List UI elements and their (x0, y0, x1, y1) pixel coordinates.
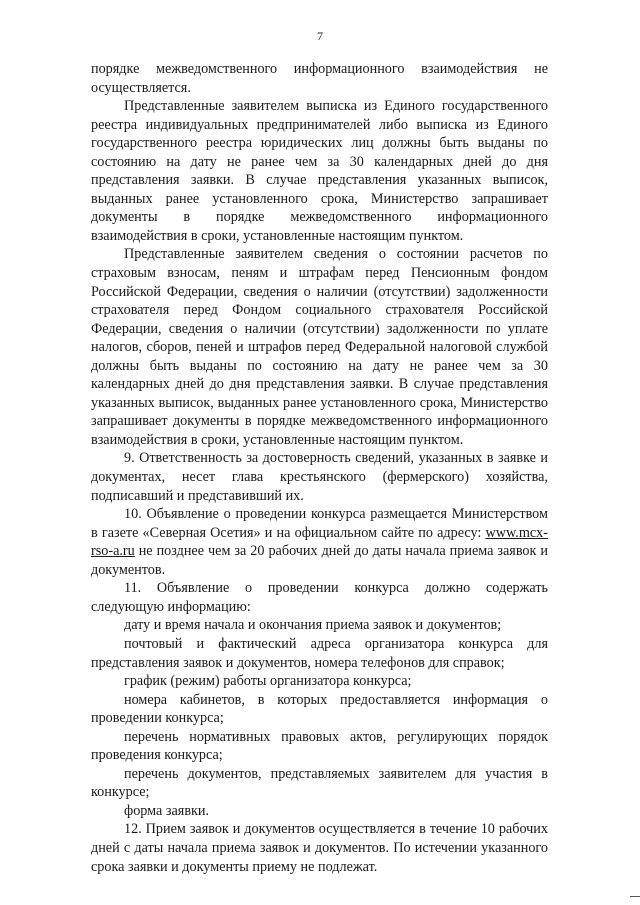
paragraph-item-10 (91, 505, 548, 579)
item-10-text-before: 10. Объявление о проведении конкурса размещается Министерством в газете «Северная Осетия» и на официальном сайте по адресу: (91, 506, 548, 541)
paragraph-egrip-extract: Представленные заявителем выписка из Единого государственного реестра индивидуальных предпринимателей либо выписка из Единого государственного реестра юридических лиц должны быть выданы по состоянию на дату не ранее чем за 30 календарных дней до дня представления заявки. В случае представления указанных выписок, выданных ранее установленного срока, Министерство запрашивает документы в порядке межведомственного информационного взаимодействия в сроки, установленные настоящим пунктом. (91, 98, 548, 244)
list-item-addresses: почтовый и фактический адреса организатора конкурса для представления заявок и документов, номера телефонов для справок; (91, 635, 548, 671)
paragraph-item-11: 11. Объявление о проведении конкурса должно содержать следующую информацию: (91, 580, 548, 615)
paragraph-item-12: 12. Прием заявок и документов осуществляется в течение 10 рабочих дней с даты начала приема заявок и документов. По истечении указанного срока заявки и документы приему не подлежат. (91, 821, 548, 875)
list-item-rooms: номера кабинетов, в которых предоставляется информация о проведении конкурса; (91, 691, 548, 727)
page-number: 7 (317, 29, 323, 43)
list-item-legal-acts: перечень нормативных правовых актов, регулирующих порядок проведения конкурса; (91, 728, 548, 764)
list-item-dates: дату и время начала и окончания приема заявок и документов; (124, 617, 502, 634)
paragraph-insurance-info: Представленные заявителем сведения о состоянии расчетов по страховым взносам, пеням и штрафам перед Пенсионным фондом Российской Федерации, сведения о наличии (отсутствии) задолженности страхователя перед Фондом социального страхователя Российской Федерации, сведения о наличии (отсутствии) задолженности по уплате налогов, сборов, пеней и штрафов перед Федеральной налоговой службой должны быть выданы по состоянию на дату не ранее чем за 30 календарных дней до дня представления заявки. В случае представления указанных выписок, выданных ранее установленного срока, Министерство запрашивает документы в порядке межведомственного информационного взаимодействия в сроки, установленные настоящим пунктом. (91, 246, 548, 448)
paragraph-continuation: порядке межведомственного информационного взаимодействия не осуществляется. (91, 61, 548, 96)
paragraph-item-9: 9. Ответственность за достоверность сведений, указанных в заявке и документах, несет глава крестьянского (фермерского) хозяйства, подписавший и представивший их. (91, 450, 548, 504)
item-10-text-after: не позднее чем за 20 рабочих дней до даты начала приема заявок и документов. (91, 543, 548, 578)
list-item-form: форма заявки. (124, 802, 210, 819)
list-item-schedule: график (режим) работы организатора конкурса; (124, 673, 412, 690)
website-link[interactable]: www.mcx-rso-a.ru (91, 524, 548, 560)
document-body (91, 60, 548, 876)
list-item-documents: перечень документов, представляемых заявителем для участия в конкурсе; (91, 765, 548, 801)
page-edge-mark (630, 896, 640, 897)
